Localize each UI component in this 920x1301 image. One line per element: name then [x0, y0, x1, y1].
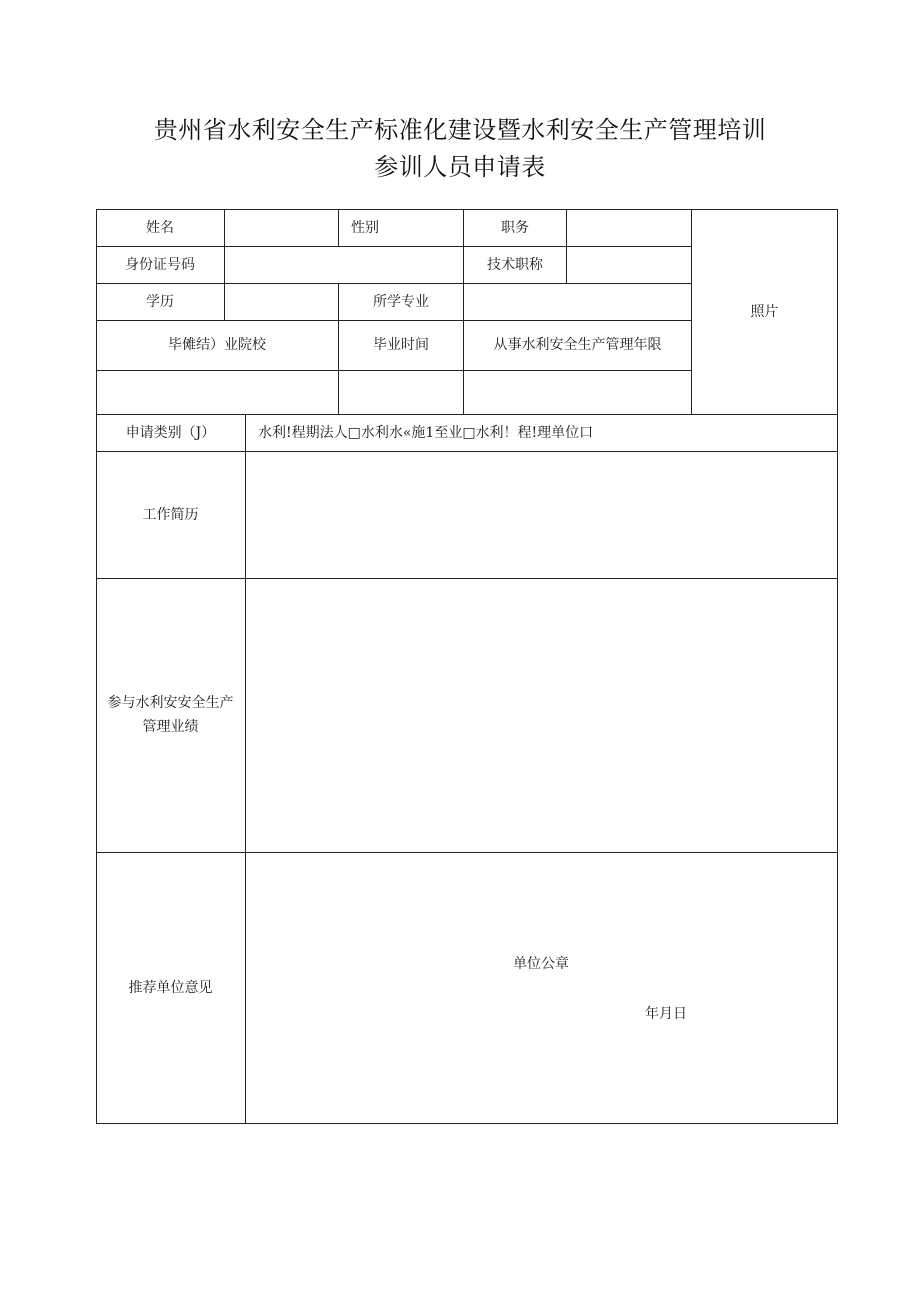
years-field[interactable]: [464, 370, 691, 414]
form-subtitle: 参训人员申请表: [374, 153, 546, 181]
work-history-field[interactable]: [246, 451, 837, 578]
recommend-field[interactable]: [246, 852, 837, 1123]
application-table: [96, 209, 838, 1124]
name-field[interactable]: [225, 209, 338, 246]
recommend-label: 推荐单位意见: [128, 979, 213, 996]
achievements-label: 参与水利安安全生产 管理业绩: [107, 695, 234, 735]
education-field[interactable]: [225, 283, 338, 320]
position-label: 职务: [501, 219, 529, 236]
id-number-label: 身份证号码: [125, 256, 195, 273]
tech-title-label: 技术职称: [487, 256, 543, 273]
grad-time-label: 毕业时间: [373, 337, 429, 353]
form-title: 贵州省水利安全生产标准化建设暨水利安全生产管理培训: [153, 116, 767, 144]
work-history-label: 工作简历: [142, 506, 199, 523]
tech-title-field[interactable]: [567, 246, 691, 283]
name-label: 姓名: [146, 219, 174, 236]
major-field[interactable]: [464, 283, 691, 320]
position-field[interactable]: [567, 209, 691, 246]
seal-label: 单位公章: [513, 956, 569, 972]
years-label: 从事水利安全生产管理年限: [493, 337, 662, 353]
gender-label: 性别: [351, 219, 379, 236]
school-field[interactable]: [96, 370, 338, 414]
category-options[interactable]: 水利!程期法人□水利水«施1至业□水利！程!理单位口: [258, 424, 594, 441]
grad-time-field[interactable]: [339, 370, 463, 414]
category-label: 申请类别（J）: [125, 424, 216, 441]
school-label: 毕傩结）业院校: [168, 337, 266, 353]
date-label: 年月日: [645, 1006, 687, 1022]
id-number-field[interactable]: [225, 246, 463, 283]
achievements-field[interactable]: [246, 578, 837, 852]
education-label: 学历: [146, 293, 174, 310]
major-label: 所学专业: [373, 293, 429, 310]
photo-box: 照片: [750, 303, 779, 320]
